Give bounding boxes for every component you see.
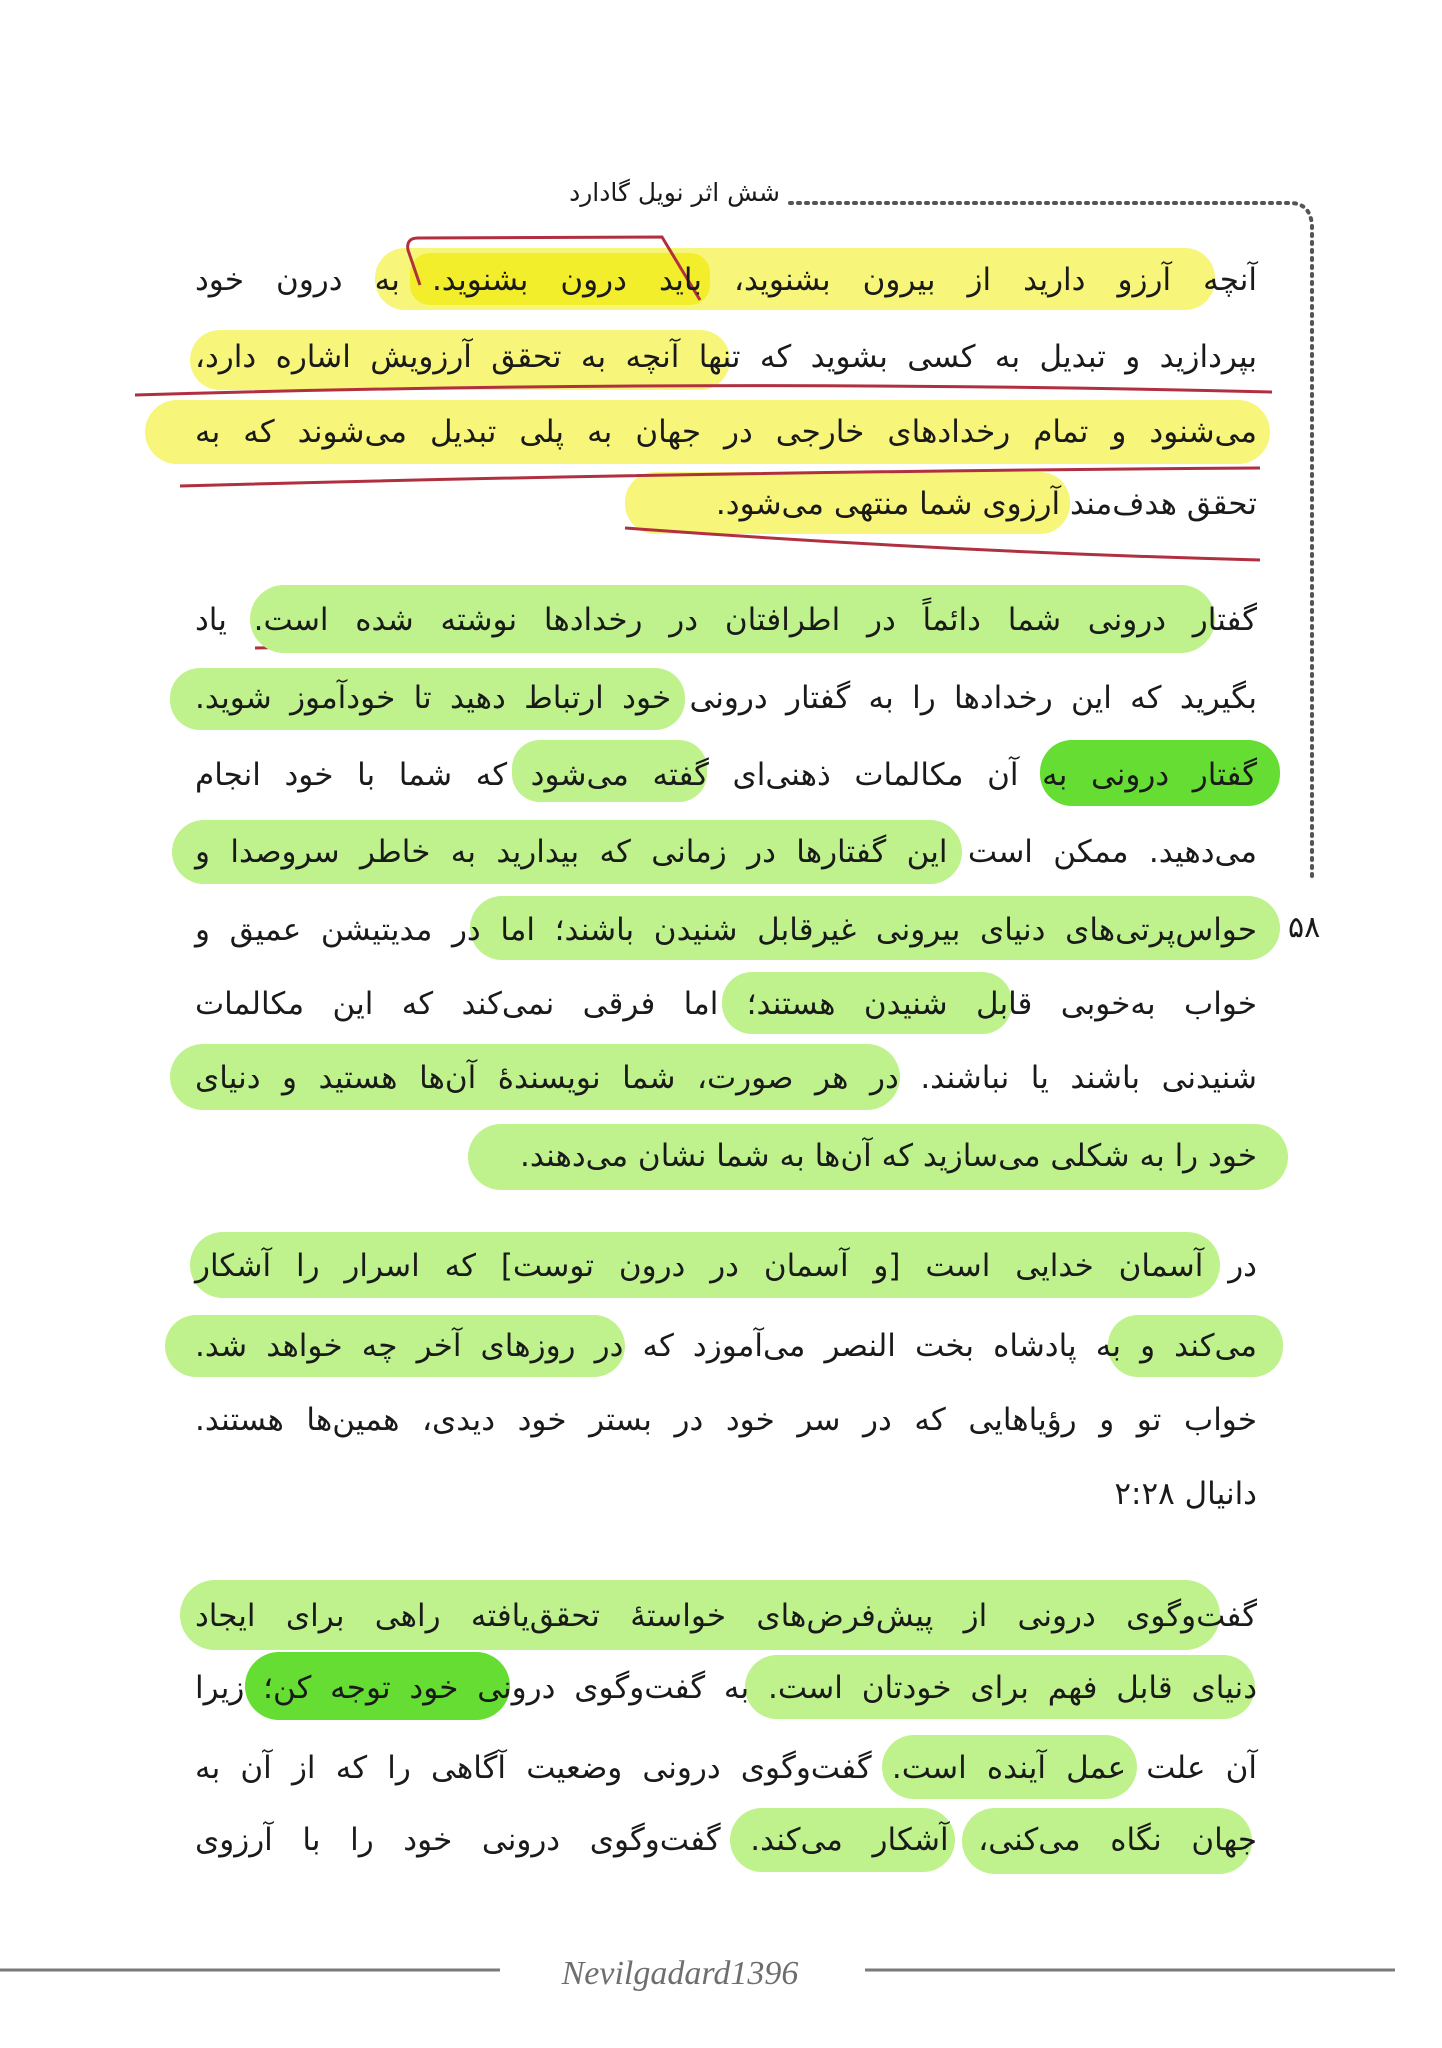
page-number: ۵۸ bbox=[1288, 910, 1321, 945]
text-line: خود را به شکلی می‌سازید که آن‌ها به شما نشان می‌دهند. bbox=[520, 1138, 1257, 1174]
text-line: می‌دهید. ممکن است این گفتارها در زمانی که بیدارید به خاطر سروصدا و bbox=[195, 834, 1257, 870]
text-line: آنچه آرزو دارید از بیرون بشنوید، باید درون بشنوید. به درون خود bbox=[195, 262, 1257, 298]
text-line: دنیای قابل فهم برای خودتان است. به گفت‌وگوی درونی خود توجه کن؛ زیرا bbox=[195, 1670, 1257, 1706]
running-header: شش اثر نویل گادارد bbox=[569, 178, 780, 207]
text-line: شنیدنی باشند یا نباشند. در هر صورت، شما نویسندهٔ آن‌ها هستید و دنیای bbox=[195, 1060, 1257, 1096]
text-line: خواب به‌خوبی قابل شنیدن هستند؛ اما فرقی نمی‌کند که این مکالمات bbox=[195, 986, 1257, 1022]
text-line: می‌شنود و تمام رخدادهای خارجی در جهان به پلی تبدیل می‌شوند که به bbox=[195, 414, 1257, 450]
text-line: جهان نگاه می‌کنی، آشکار می‌کند. گفت‌وگوی درونی خود را با آرزوی bbox=[195, 1822, 1257, 1858]
text-line: خواب تو و رؤیاهایی که در سر خود در بستر خود دیدی، همین‌ها هستند. bbox=[195, 1402, 1257, 1438]
text-line: گفت‌وگوی درونی از پیش‌فرض‌های خواستهٔ تحقق‌یافته راهی برای ایجاد bbox=[195, 1598, 1257, 1634]
footer-watermark: Nevilgadard1396 bbox=[561, 1955, 799, 1992]
text-line: بگیرید که این رخدادها را به گفتار درونی خود ارتباط دهید تا خودآموز شوید. bbox=[195, 680, 1257, 716]
text-line: می‌کند و به پادشاه بخت النصر می‌آموزد که در روزهای آخر چه خواهد شد. bbox=[195, 1328, 1257, 1364]
text-line: تحقق هدف‌مند آرزوی شما منتهی می‌شود. bbox=[715, 486, 1257, 522]
text-line: گفتار درونی شما دائماً در اطرافتان در رخدادها نوشته شده است. یاد bbox=[195, 602, 1257, 638]
text-line: بپردازید و تبدیل به کسی بشوید که تنها آنچه به تحقق آرزویش اشاره دارد، bbox=[195, 339, 1257, 375]
text-line: گفتار درونی به آن مکالمات ذهنی‌ای گفته می‌شود که شما با خود انجام bbox=[195, 757, 1257, 793]
text-line: حواس‌پرتی‌های دنیای بیرونی غیرقابل شنیدن باشند؛ اما در مدیتیشن عمیق و bbox=[195, 912, 1257, 948]
text-line: آن علت عمل آینده است. گفت‌وگوی درونی وضعیت آگاهی را که از آن به bbox=[195, 1750, 1257, 1786]
text-line: در آسمان خدایی است [و آسمان در درون توست] که اسرار را آشکار bbox=[195, 1248, 1257, 1284]
text-line: دانیال ۲:۲۸ bbox=[1114, 1476, 1257, 1512]
